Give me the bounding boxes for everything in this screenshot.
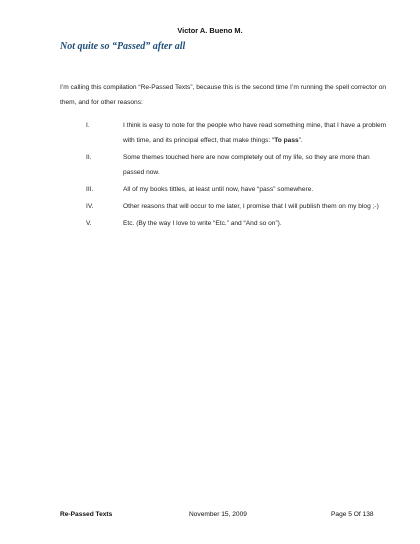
reasons-list: [0, 118, 420, 233]
list-item-text: Other reasons that will occur to me later, I promise that I will publish them on my blog ;-): [123, 203, 379, 210]
list-item: [0, 118, 420, 148]
list-item-text: All of my books tittles, at least until now, have “pass” somewhere.: [123, 186, 314, 193]
list-numeral: II.: [86, 154, 92, 161]
list-numeral: I.: [86, 122, 90, 129]
footer-document-title: Re-Passed Texts: [60, 511, 113, 518]
list-item-text: Etc. (By the way I love to write “Etc.” and “And so on”).: [123, 220, 282, 227]
list-numeral: III.: [86, 186, 94, 193]
list-numeral: IV.: [86, 203, 94, 210]
footer-page-number: Page 5 Of 138: [331, 511, 374, 518]
page-header-author: Victor A. Bueno M.: [177, 26, 243, 35]
list-item: [0, 216, 420, 231]
section-title: Not quite so “Passed” after all: [60, 41, 186, 52]
list-item-text: [123, 118, 387, 148]
list-item-text: Some themes touched here are now completely out of my life, so they are more than passed now.: [123, 154, 370, 176]
footer-date: November 15, 2009: [189, 511, 247, 518]
list-item: [0, 182, 420, 197]
list-item: [0, 199, 420, 214]
list-numeral: V.: [86, 220, 92, 227]
intro-paragraph: I’m calling this compilation “Re-Passed Texts”, because this is the second time I’m running the spell corrector on them, and for other reasons:: [60, 84, 387, 106]
list-item-text-part: I think is easy to note for the people who have read something mine, that I have a problem with time, and its principal effect, that make things: “: [123, 122, 387, 144]
list-item: [0, 150, 420, 180]
list-item-text-part: ”.: [298, 137, 303, 144]
page-footer: [60, 511, 380, 521]
list-item-emphasis: To pass: [274, 137, 299, 144]
